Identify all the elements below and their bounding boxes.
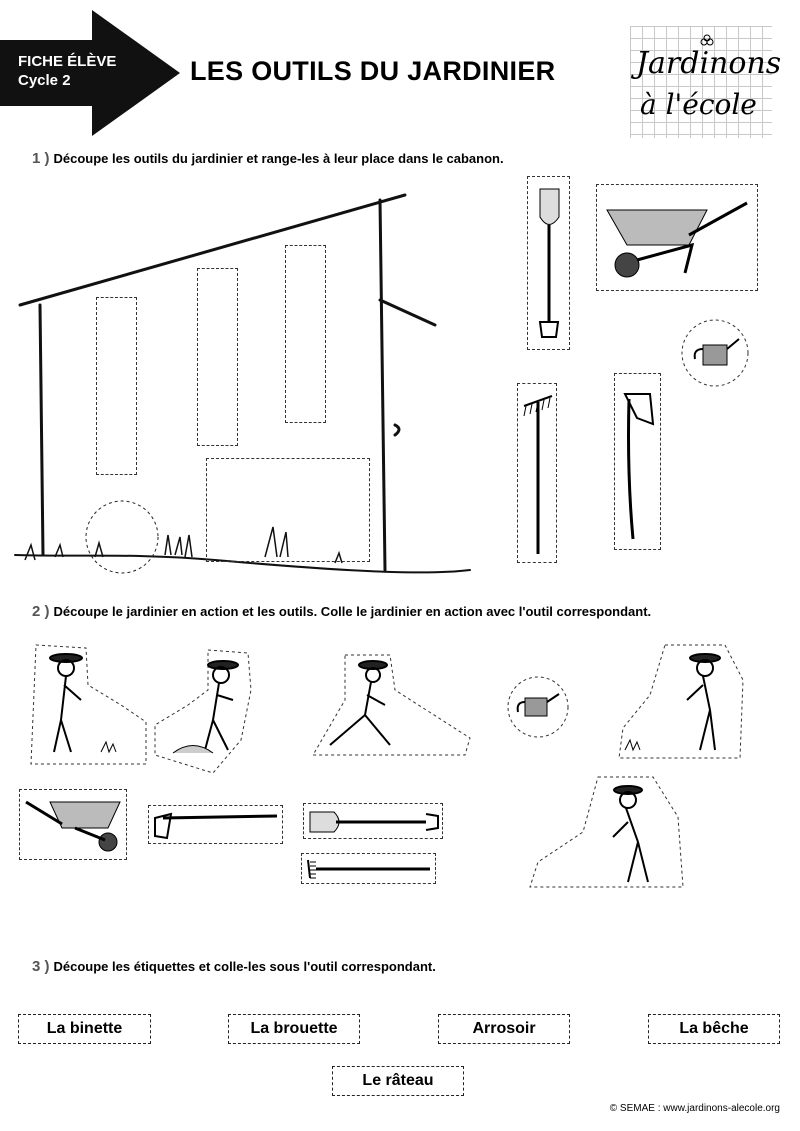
gardener-figure bbox=[50, 654, 82, 752]
shed-slot-3 bbox=[285, 245, 326, 423]
rake-icon bbox=[302, 854, 437, 885]
gardener-watering-card bbox=[26, 640, 150, 766]
exercise-1-instruction: 1 ) Découpe les outils du jardinier et range-les à leur place dans le cabanon. bbox=[32, 150, 504, 167]
spade-card-2 bbox=[303, 803, 443, 839]
gardener-raking-card bbox=[305, 650, 471, 760]
watering-can-icon bbox=[695, 339, 739, 365]
gardener-figure bbox=[687, 654, 720, 750]
wheelbarrow-icon bbox=[20, 790, 128, 861]
spade-icon bbox=[304, 804, 444, 840]
wheelbarrow-card-2 bbox=[19, 789, 127, 860]
badge-line-2: Cycle 2 bbox=[18, 72, 71, 89]
hoe-icon bbox=[615, 374, 662, 551]
rake-card-2 bbox=[301, 853, 436, 884]
label-la-brouette[interactable]: La brouette bbox=[228, 1014, 360, 1044]
hoe-card bbox=[614, 373, 661, 550]
header-badge bbox=[18, 52, 116, 90]
spade-card bbox=[527, 176, 570, 350]
hoe-card-2 bbox=[148, 805, 283, 844]
rake-card bbox=[517, 383, 557, 563]
flower-icon bbox=[700, 34, 714, 48]
label-arrosoir[interactable]: Arrosoir bbox=[438, 1014, 570, 1044]
shed-slot-2 bbox=[197, 268, 238, 446]
shed-slot-4 bbox=[206, 458, 370, 562]
exercise-3-number: 3 ) bbox=[32, 958, 50, 975]
gardener-hoeing-card bbox=[615, 640, 745, 760]
label-la-beche[interactable]: La bêche bbox=[648, 1014, 780, 1044]
page-title: LES OUTILS DU JARDINIER bbox=[190, 56, 556, 86]
exercise-2-instruction: 2 ) Découpe le jardinier en action et les outils. Colle le jardinier en action avec l'outil correspondant. bbox=[32, 603, 652, 620]
hoe-icon bbox=[149, 806, 284, 845]
badge-line-1: FICHE ÉLÈVE bbox=[18, 53, 117, 70]
shed-slot-1 bbox=[96, 297, 137, 475]
watering-can-icon bbox=[518, 694, 559, 716]
exercise-1-number: 1 ) bbox=[32, 150, 50, 167]
watering-can-card bbox=[681, 319, 749, 387]
spade-icon bbox=[528, 177, 571, 351]
exercise-2-number: 2 ) bbox=[32, 603, 50, 620]
label-le-rateau[interactable]: Le râteau bbox=[332, 1066, 464, 1096]
gardener-figure bbox=[613, 786, 648, 882]
gardener-figure bbox=[205, 661, 238, 750]
wheelbarrow-icon bbox=[597, 185, 759, 292]
logo-line-1: Jardinons bbox=[636, 46, 782, 81]
rake-icon bbox=[518, 384, 558, 564]
gardener-pushing-card bbox=[528, 772, 686, 890]
logo bbox=[630, 26, 782, 138]
label-la-binette[interactable]: La binette bbox=[18, 1014, 151, 1044]
logo-line-2: à l'école bbox=[640, 88, 757, 121]
watering-can-card-2 bbox=[507, 676, 569, 738]
wheelbarrow-card bbox=[596, 184, 758, 291]
footer-copyright: © SEMAE : www.jardinons-alecole.org bbox=[609, 1103, 780, 1114]
exercise-3-instruction: 3 ) Découpe les étiquettes et colle-les sous l'outil correspondant. bbox=[32, 958, 436, 975]
gardener-figure bbox=[330, 661, 390, 745]
gardener-digging-card bbox=[153, 645, 253, 775]
